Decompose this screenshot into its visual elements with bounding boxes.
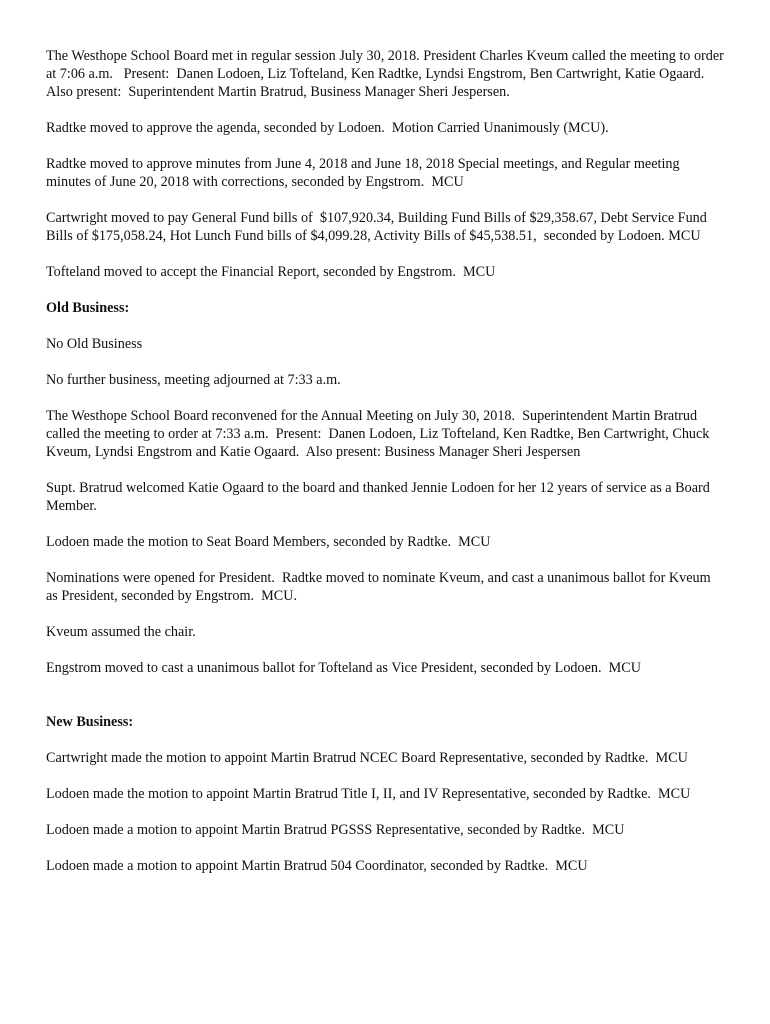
- bills-payment-paragraph: Cartwright moved to pay General Fund bills of $107,920.34, Building Fund Bills of $29,358.67, Debt Service Fund Bills of $175,058.24, Hot Lunch Fund bills of $4,099.28, Activity Bills of $45,538.51, seconded by Lodoen. MCU: [46, 210, 711, 244]
- ncec-appointment-paragraph: Cartwright made the motion to appoint Martin Bratrud NCEC Board Representative, seconded by Radtke. MCU: [46, 750, 688, 766]
- chair-paragraph: Kveum assumed the chair.: [46, 624, 196, 640]
- spacer: [46, 695, 726, 713]
- new-business-heading: New Business:: [46, 714, 134, 730]
- old-business-paragraph: No Old Business: [46, 336, 143, 352]
- call-to-order-paragraph: The Westhope School Board met in regular session July 30, 2018. President Charles Kveum called the meeting to order at 7:06 a.m. Present: Danen Lodoen, Liz Tofteland, Ken Radtke, Lyndsi Engstrom, Ben Cartwright, Katie Ogaard. Also present: Superintendent Martin Bratrud, Business Manager Sheri Jespersen.: [46, 48, 728, 100]
- annual-meeting-paragraph: The Westhope School Board reconvened for the Annual Meeting on July 30, 2018. Superintendent Martin Bratrud called the meeting to order at 7:33 a.m. Present: Danen Lodoen, Liz Tofteland, Ken Radtke, Ben Cartwright, Chuck Kveum, Lyndsi Engstrom and Katie Ogaard. Also present: Business Manager Sheri Jespersen: [46, 408, 713, 460]
- vice-president-paragraph: Engstrom moved to cast a unanimous ballot for Tofteland as Vice President, seconded by Lodoen. MCU: [46, 660, 641, 676]
- coordinator-appointment-paragraph: Lodoen made a motion to appoint Martin Bratrud 504 Coordinator, seconded by Radtke. MCU: [46, 858, 588, 874]
- title-appointment-paragraph: Lodoen made the motion to appoint Martin Bratrud Title I, II, and IV Representative, seconded by Radtke. MCU: [46, 786, 691, 802]
- old-business-heading: Old Business:: [46, 300, 130, 316]
- meeting-minutes-document: [46, 47, 726, 893]
- agenda-approval-paragraph: Radtke moved to approve the agenda, seconded by Lodoen. Motion Carried Unanimously (MCU).: [46, 120, 609, 136]
- president-nomination-paragraph: Nominations were opened for President. Radtke moved to nominate Kveum, and cast a unanimous ballot for Kveum as President, seconded by Engstrom. MCU.: [46, 570, 715, 604]
- pgsss-appointment-paragraph: Lodoen made a motion to appoint Martin Bratrud PGSSS Representative, seconded by Radtke. MCU: [46, 822, 625, 838]
- seat-members-paragraph: Lodoen made the motion to Seat Board Members, seconded by Radtke. MCU: [46, 534, 491, 550]
- financial-report-paragraph: Tofteland moved to accept the Financial Report, seconded by Engstrom. MCU: [46, 264, 496, 280]
- minutes-approval-paragraph: Radtke moved to approve minutes from June 4, 2018 and June 18, 2018 Special meetings, and Regular meeting minutes of June 20, 2018 with corrections, seconded by Engstrom. MCU: [46, 156, 684, 190]
- welcome-paragraph: Supt. Bratrud welcomed Katie Ogaard to the board and thanked Jennie Lodoen for her 12 years of service as a Board Member.: [46, 480, 714, 514]
- adjournment-paragraph: No further business, meeting adjourned at 7:33 a.m.: [46, 372, 341, 388]
